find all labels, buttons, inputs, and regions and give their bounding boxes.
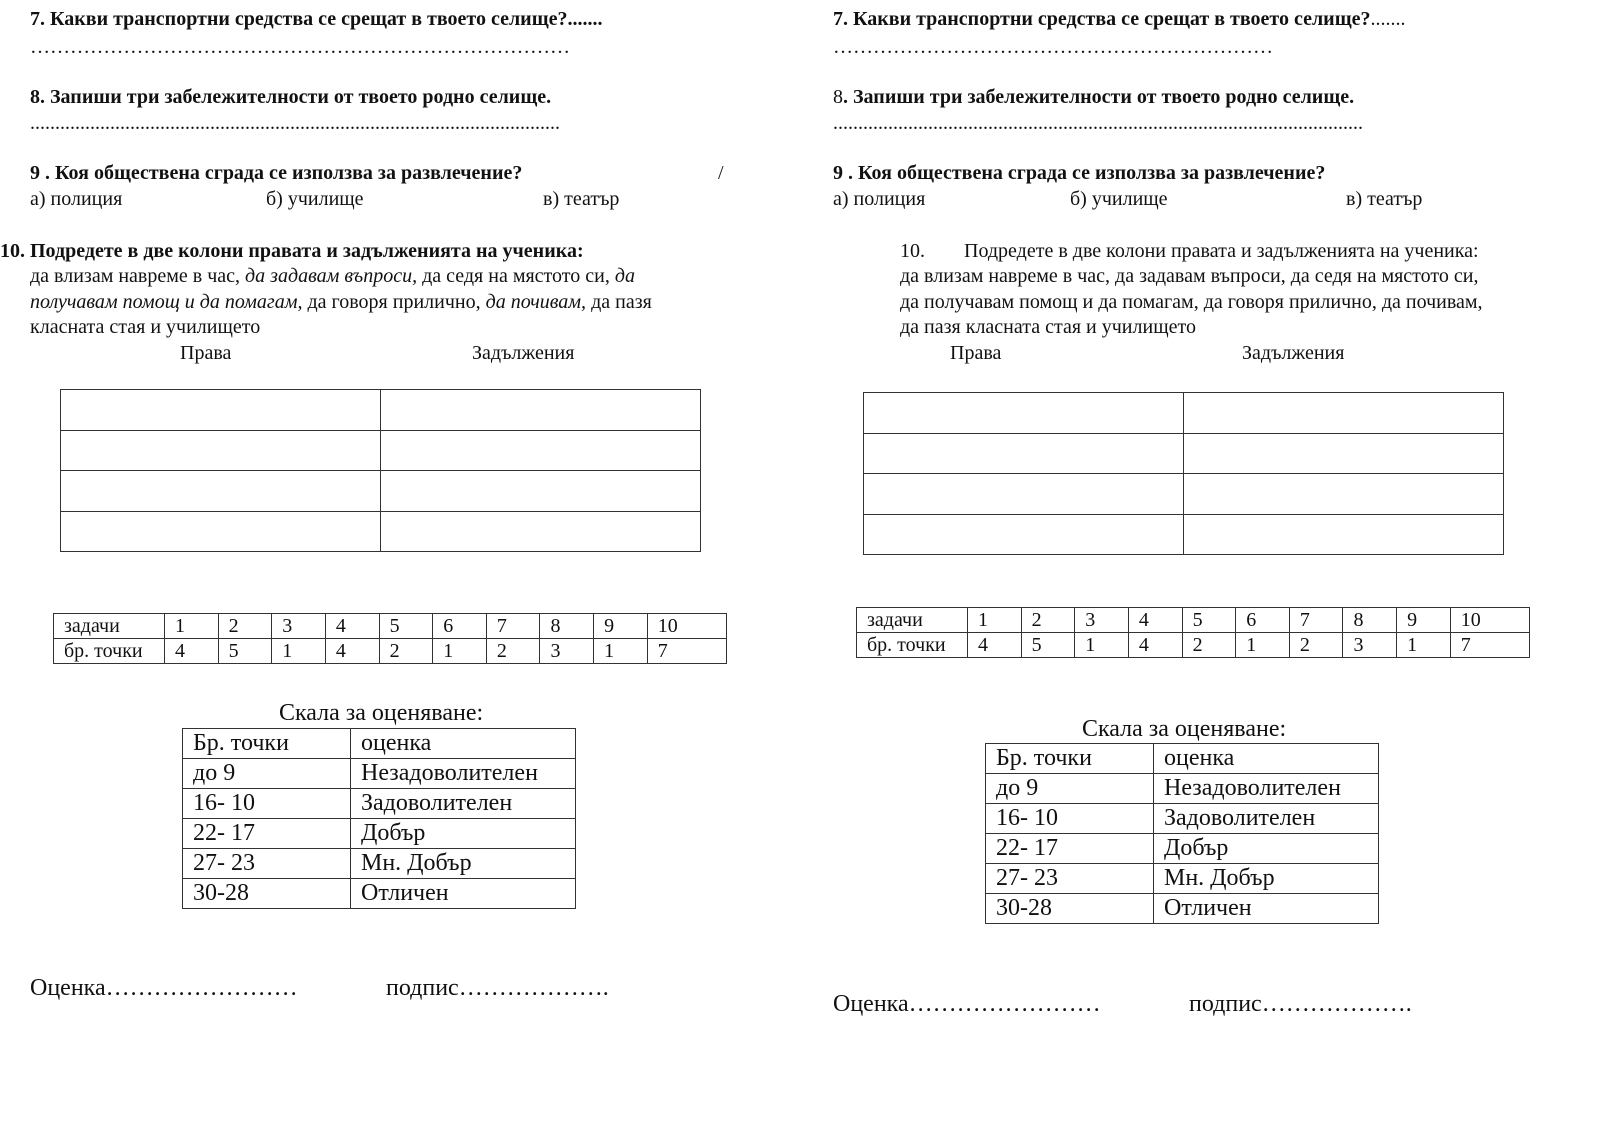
table-cell: 5 xyxy=(1182,608,1236,633)
left-q10-text: да почивам, xyxy=(485,291,587,313)
answer-cell[interactable] xyxy=(864,433,1184,474)
table-cell: бр. точки xyxy=(857,633,968,658)
answer-cell[interactable] xyxy=(61,471,381,512)
table-cell: 3 xyxy=(1343,633,1397,658)
table-row xyxy=(183,819,576,849)
answer-cell[interactable] xyxy=(1184,393,1504,434)
table-cell: Бр. точки xyxy=(183,729,351,759)
right-q10-line3: да пазя класната стая и училището xyxy=(900,316,1196,338)
right-q9-option-a[interactable]: а) полиция xyxy=(833,188,926,210)
table-cell: 27- 23 xyxy=(183,849,351,879)
table-cell: 7 xyxy=(486,614,540,639)
left-signature-field[interactable]: подпис………………. xyxy=(386,975,609,1001)
table-row xyxy=(986,864,1379,894)
table-row xyxy=(986,744,1379,774)
table-cell: 8 xyxy=(1343,608,1397,633)
table-cell: 16- 10 xyxy=(986,804,1154,834)
right-q8-number: 8 xyxy=(833,86,843,108)
table-cell: Мн. Добър xyxy=(351,849,576,879)
table-row xyxy=(183,849,576,879)
table-cell: Незадоволителен xyxy=(1154,774,1379,804)
left-q10-text: да влизам навреме в час, xyxy=(30,265,246,287)
left-q8-answer-line[interactable]: .......................................................................................................... xyxy=(30,112,560,134)
table-cell: задачи xyxy=(54,614,165,639)
left-q10-text: да говоря прилично, xyxy=(302,291,486,313)
right-q10-line1: да влизам навреме в час, да задавам въпроси, да седя на мястото си, xyxy=(900,265,1479,287)
answer-cell[interactable] xyxy=(381,471,701,512)
table-cell: 10 xyxy=(647,614,726,639)
table-cell: 8 xyxy=(540,614,594,639)
table-cell: 16- 10 xyxy=(183,789,351,819)
answer-cell[interactable] xyxy=(864,474,1184,515)
right-q9-title: 9 . Коя обществена сграда се използва за развлечение? xyxy=(833,162,1326,184)
table-row xyxy=(986,804,1379,834)
left-rights-duties-table xyxy=(60,389,701,552)
left-q9-slash: / xyxy=(718,162,724,184)
left-grading-scale-table xyxy=(182,728,576,909)
answer-cell[interactable] xyxy=(864,514,1184,555)
table-cell: 22- 17 xyxy=(986,834,1154,864)
right-q9-option-b[interactable]: б) училище xyxy=(1070,188,1168,210)
table-cell: 7 xyxy=(1450,633,1529,658)
table-cell: оценка xyxy=(1154,744,1379,774)
left-q10-text: да пазя xyxy=(586,291,652,313)
table-cell: 1 xyxy=(272,639,326,664)
table-cell: 9 xyxy=(594,614,648,639)
table-row xyxy=(986,834,1379,864)
table-cell: 2 xyxy=(379,639,433,664)
table-cell: 1 xyxy=(1397,633,1451,658)
right-q8-title-line xyxy=(833,86,1354,109)
table-row xyxy=(183,729,576,759)
table-cell: 4 xyxy=(968,633,1022,658)
answer-cell[interactable] xyxy=(1184,433,1504,474)
left-col-rights-label: Права xyxy=(180,342,232,364)
left-q10-title: 10. Подредете в две колони правата и задълженията на ученика: xyxy=(0,240,584,262)
table-cell: 6 xyxy=(433,614,487,639)
right-q7-answer-line[interactable]: ………………………………………………………… xyxy=(833,36,1273,58)
table-cell: до 9 xyxy=(986,774,1154,804)
table-cell: 22- 17 xyxy=(183,819,351,849)
table-cell: 1 xyxy=(165,614,219,639)
table-cell: Незадоволителен xyxy=(351,759,576,789)
table-cell: Добър xyxy=(1154,834,1379,864)
table-row xyxy=(857,608,1530,633)
table-cell: 4 xyxy=(325,614,379,639)
table-cell: 3 xyxy=(1075,608,1129,633)
table-cell: Отличен xyxy=(1154,894,1379,924)
table-cell: 1 xyxy=(594,639,648,664)
left-scale-title: Скала за оценяване: xyxy=(279,700,484,726)
left-q10-line2 xyxy=(30,291,652,314)
left-points-table xyxy=(53,613,727,664)
table-cell: 30-28 xyxy=(986,894,1154,924)
table-row xyxy=(986,894,1379,924)
table-cell: 4 xyxy=(165,639,219,664)
right-col-rights-label: Права xyxy=(950,342,1002,364)
table-cell: Добър xyxy=(351,819,576,849)
left-q7-title: 7. Какви транспортни средства се срещат в твоето селище?....... xyxy=(30,8,603,30)
table-cell: 10 xyxy=(1450,608,1529,633)
right-signature-field[interactable]: подпис………………. xyxy=(1189,991,1412,1017)
left-q10-text: да задавам въпроси, xyxy=(245,265,418,287)
table-cell: 4 xyxy=(1128,608,1182,633)
table-row xyxy=(183,759,576,789)
table-cell: 5 xyxy=(1021,633,1075,658)
table-cell: Задоволителен xyxy=(1154,804,1379,834)
right-q7-title-dots: ....... xyxy=(1370,8,1406,30)
answer-cell[interactable] xyxy=(381,390,701,431)
table-cell: 1 xyxy=(433,639,487,664)
table-cell: оценка xyxy=(351,729,576,759)
table-cell: бр. точки xyxy=(54,639,165,664)
table-row xyxy=(54,639,727,664)
right-points-table xyxy=(856,607,1530,658)
left-q8-title: 8. Запиши три забележителности от твоето родно селище. xyxy=(30,86,552,108)
table-cell: 6 xyxy=(1236,608,1290,633)
answer-cell[interactable] xyxy=(61,390,381,431)
table-cell: 3 xyxy=(272,614,326,639)
answer-cell[interactable] xyxy=(864,393,1184,434)
table-cell: 1 xyxy=(1236,633,1290,658)
table-cell: 5 xyxy=(379,614,433,639)
table-cell: Бр. точки xyxy=(986,744,1154,774)
table-row xyxy=(986,774,1379,804)
left-grade-field[interactable]: Оценка…………………… xyxy=(30,975,298,1001)
right-q10-title: Подредете в две колони правата и задълженията на ученика: xyxy=(964,240,1479,262)
table-cell: 2 xyxy=(1289,633,1343,658)
table-cell: 3 xyxy=(540,639,594,664)
table-cell: 2 xyxy=(486,639,540,664)
table-cell: 2 xyxy=(1021,608,1075,633)
table-cell: 2 xyxy=(1182,633,1236,658)
right-col-duties-label: Задължения xyxy=(1242,342,1345,364)
left-q10-line1 xyxy=(30,265,635,288)
right-scale-title: Скала за оценяване: xyxy=(1082,716,1287,742)
table-cell: 30-28 xyxy=(183,879,351,909)
left-col-duties-label: Задължения xyxy=(472,342,575,364)
left-q10-text: получавам помощ и да помагам, xyxy=(30,291,303,313)
table-cell: 2 xyxy=(218,614,272,639)
answer-cell[interactable] xyxy=(61,511,381,552)
table-cell: 4 xyxy=(325,639,379,664)
right-q8-title: . Запиши три забележителности от твоето родно селище. xyxy=(843,86,1355,108)
table-cell: Задоволителен xyxy=(351,789,576,819)
answer-cell[interactable] xyxy=(381,430,701,471)
right-q9-option-c[interactable]: в) театър xyxy=(1346,188,1423,210)
right-grading-scale-table xyxy=(985,743,1379,924)
answer-cell[interactable] xyxy=(381,511,701,552)
left-q7-answer-line[interactable]: ……………………………………………………………………… xyxy=(30,36,570,58)
table-cell: 1 xyxy=(1075,633,1129,658)
table-cell: до 9 xyxy=(183,759,351,789)
table-row xyxy=(183,879,576,909)
left-q9-option-a[interactable]: а) полиция xyxy=(30,188,123,210)
right-q10-line2: да получавам помощ и да помагам, да говоря прилично, да почивам, xyxy=(900,291,1483,313)
table-cell: 4 xyxy=(1128,633,1182,658)
left-q9-option-b[interactable]: б) училище xyxy=(266,188,364,210)
right-rights-duties-table xyxy=(863,392,1504,555)
answer-cell[interactable] xyxy=(1184,514,1504,555)
left-q10-line3: класната стая и училището xyxy=(30,316,261,338)
table-cell: 27- 23 xyxy=(986,864,1154,894)
right-q8-answer-line[interactable]: .......................................................................................................... xyxy=(833,112,1363,134)
answer-cell[interactable] xyxy=(1184,474,1504,515)
table-cell: 9 xyxy=(1397,608,1451,633)
table-cell: 7 xyxy=(1289,608,1343,633)
left-q9-title: 9 . Коя обществена сграда се използва за развлечение? xyxy=(30,162,523,184)
table-cell: 5 xyxy=(218,639,272,664)
table-cell: 7 xyxy=(647,639,726,664)
table-row xyxy=(183,789,576,819)
table-row xyxy=(857,633,1530,658)
right-q10-number: 10. xyxy=(900,240,925,262)
table-cell: Мн. Добър xyxy=(1154,864,1379,894)
right-q7-title: 7. Какви транспортни средства се срещат в твоето селище? xyxy=(833,8,1371,30)
answer-cell[interactable] xyxy=(61,430,381,471)
right-q7-title-line xyxy=(833,8,1405,31)
left-q9-option-c[interactable]: в) театър xyxy=(543,188,620,210)
table-cell: 1 xyxy=(968,608,1022,633)
table-cell: задачи xyxy=(857,608,968,633)
left-q10-text: да седя на мястото си, xyxy=(417,265,615,287)
table-cell: Отличен xyxy=(351,879,576,909)
left-q10-text: да xyxy=(614,265,635,287)
right-grade-field[interactable]: Оценка…………………… xyxy=(833,991,1101,1017)
table-row xyxy=(54,614,727,639)
